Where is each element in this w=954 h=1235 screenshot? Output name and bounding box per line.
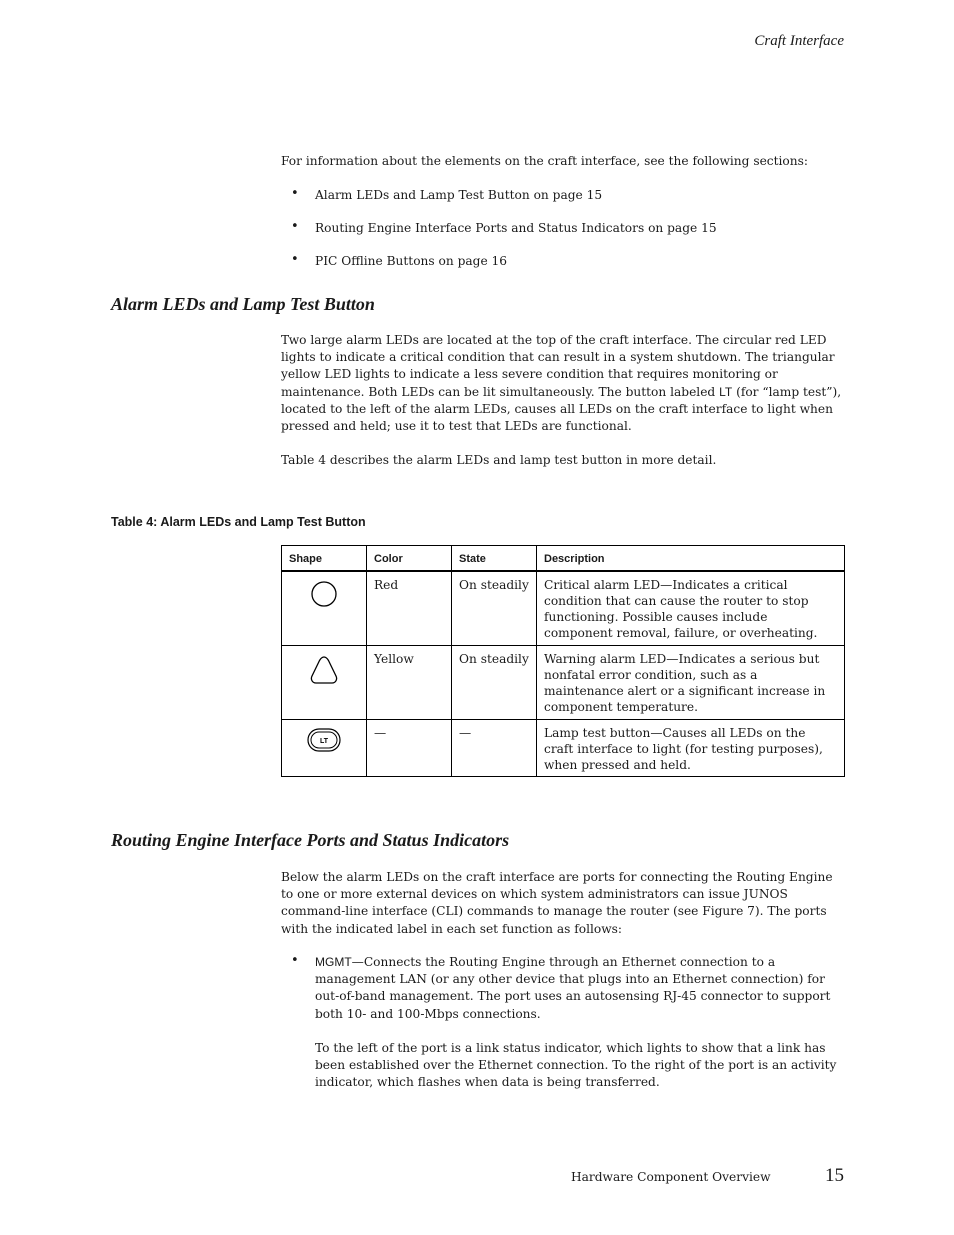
footer-title: Hardware Component Overview [571,1170,771,1184]
bullet-icon: • [291,953,299,968]
state-cell: On steadily [452,645,537,719]
shape-cell [282,719,367,776]
table-row [282,645,845,719]
description-cell: Lamp test button—Causes all LEDs on the craft interface to light (for testing purposes), when pressed and held. [537,719,845,776]
state-cell: On steadily [452,571,537,645]
state-cell: — [452,719,537,776]
column-header-description: Description [537,546,845,572]
color-cell: — [367,719,452,776]
section-link[interactable]: PIC Offline Buttons on page 16 [315,254,508,269]
mgmt-indicator-description: To the left of the port is a link status indicator, which lights to show that a link has been established over the Ethernet connection. To the right of the port is an activity indicator, which flashes when data is being transferred. [315,1040,837,1090]
section-link-list [291,187,846,287]
bullet-icon: • [291,186,299,201]
alarm-leds-table [281,545,845,777]
section-heading-routing-engine: Routing Engine Interface Ports and Status Indicators [111,830,510,850]
circle-led-icon [310,580,338,608]
routing-engine-paragraph: Below the alarm LEDs on the craft interface are ports for connecting the Routing Engine to one or more external devices on which system administrators can issue JUNOS command-line interface (CLI) commands to manage the router (see Figure 7). The ports with the indicated label in each set function as follows: [281,870,833,936]
port-list [291,954,846,1108]
lt-label: LT [719,384,733,399]
column-header-state: State [452,546,537,572]
paragraph-text: —Connects the Routing Engine through an Ethernet connection to a management LAN (or any other device that plugs into an Ethernet connection) for out-of-band management. The port uses an autosensing RJ-45 connector to support both 10- and 100-Mbps connections. [315,955,831,1021]
paragraph-text: Two large alarm LEDs are located at the top of the craft interface. The circular red LED lights to indicate a critical condition that can result in a system shutdown. The triangular yellow LED lights to indicate a less severe condition that requires monitoring or maintenance. Both LEDs can be lit simultaneously. The button labeled [281,333,835,399]
page-number: 15 [825,1165,844,1186]
list-item [291,220,846,237]
section-heading-alarm-leds: Alarm LEDs and Lamp Test Button [111,294,375,314]
table-row [282,571,845,645]
table-row [282,719,845,776]
section-link[interactable]: Routing Engine Interface Ports and Status Indicators on page 15 [315,221,717,236]
bullet-icon: • [291,252,299,268]
lt-button-label: LT [319,737,329,745]
table-header-row [282,546,845,572]
list-item [291,187,846,204]
section-link[interactable]: Alarm LEDs and Lamp Test Button on page 15 [315,188,603,202]
mgmt-description [315,954,846,1023]
color-cell: Red [367,571,452,645]
triangle-led-icon [309,654,339,686]
bullet-icon: • [291,219,299,235]
description-cell: Critical alarm LED—Indicates a critical condition that can cause the router to stop functioning. Possible causes include component removal, failure, or overheating. [537,571,845,645]
shape-cell [282,571,367,645]
table-caption: Table 4: Alarm LEDs and Lamp Test Button [111,515,366,529]
column-header-shape: Shape [282,546,367,572]
paragraph-text: (for “lamp test”), located to the left of the alarm LEDs, causes all LEDs on the craft interface to light when pressed and held; use it to test that LEDs are functional. [281,384,842,434]
alarm-leds-paragraph [281,332,846,435]
mgmt-label: MGMT [315,955,352,969]
description-cell: Warning alarm LED—Indicates a serious but nonfatal error condition, such as a maintenance alert or a significant increase in component temperature. [537,645,845,719]
lamp-test-button-icon [307,728,341,752]
table-reference-paragraph: Table 4 describes the alarm LEDs and lamp test button in more detail. [281,453,717,467]
shape-cell [282,645,367,719]
list-item [291,253,846,270]
list-item [291,954,846,1091]
running-head: Craft Interface [754,33,844,49]
color-cell: Yellow [367,645,452,719]
intro-paragraph: For information about the elements on the craft interface, see the following sections: [281,154,808,168]
column-header-color: Color [367,546,452,572]
